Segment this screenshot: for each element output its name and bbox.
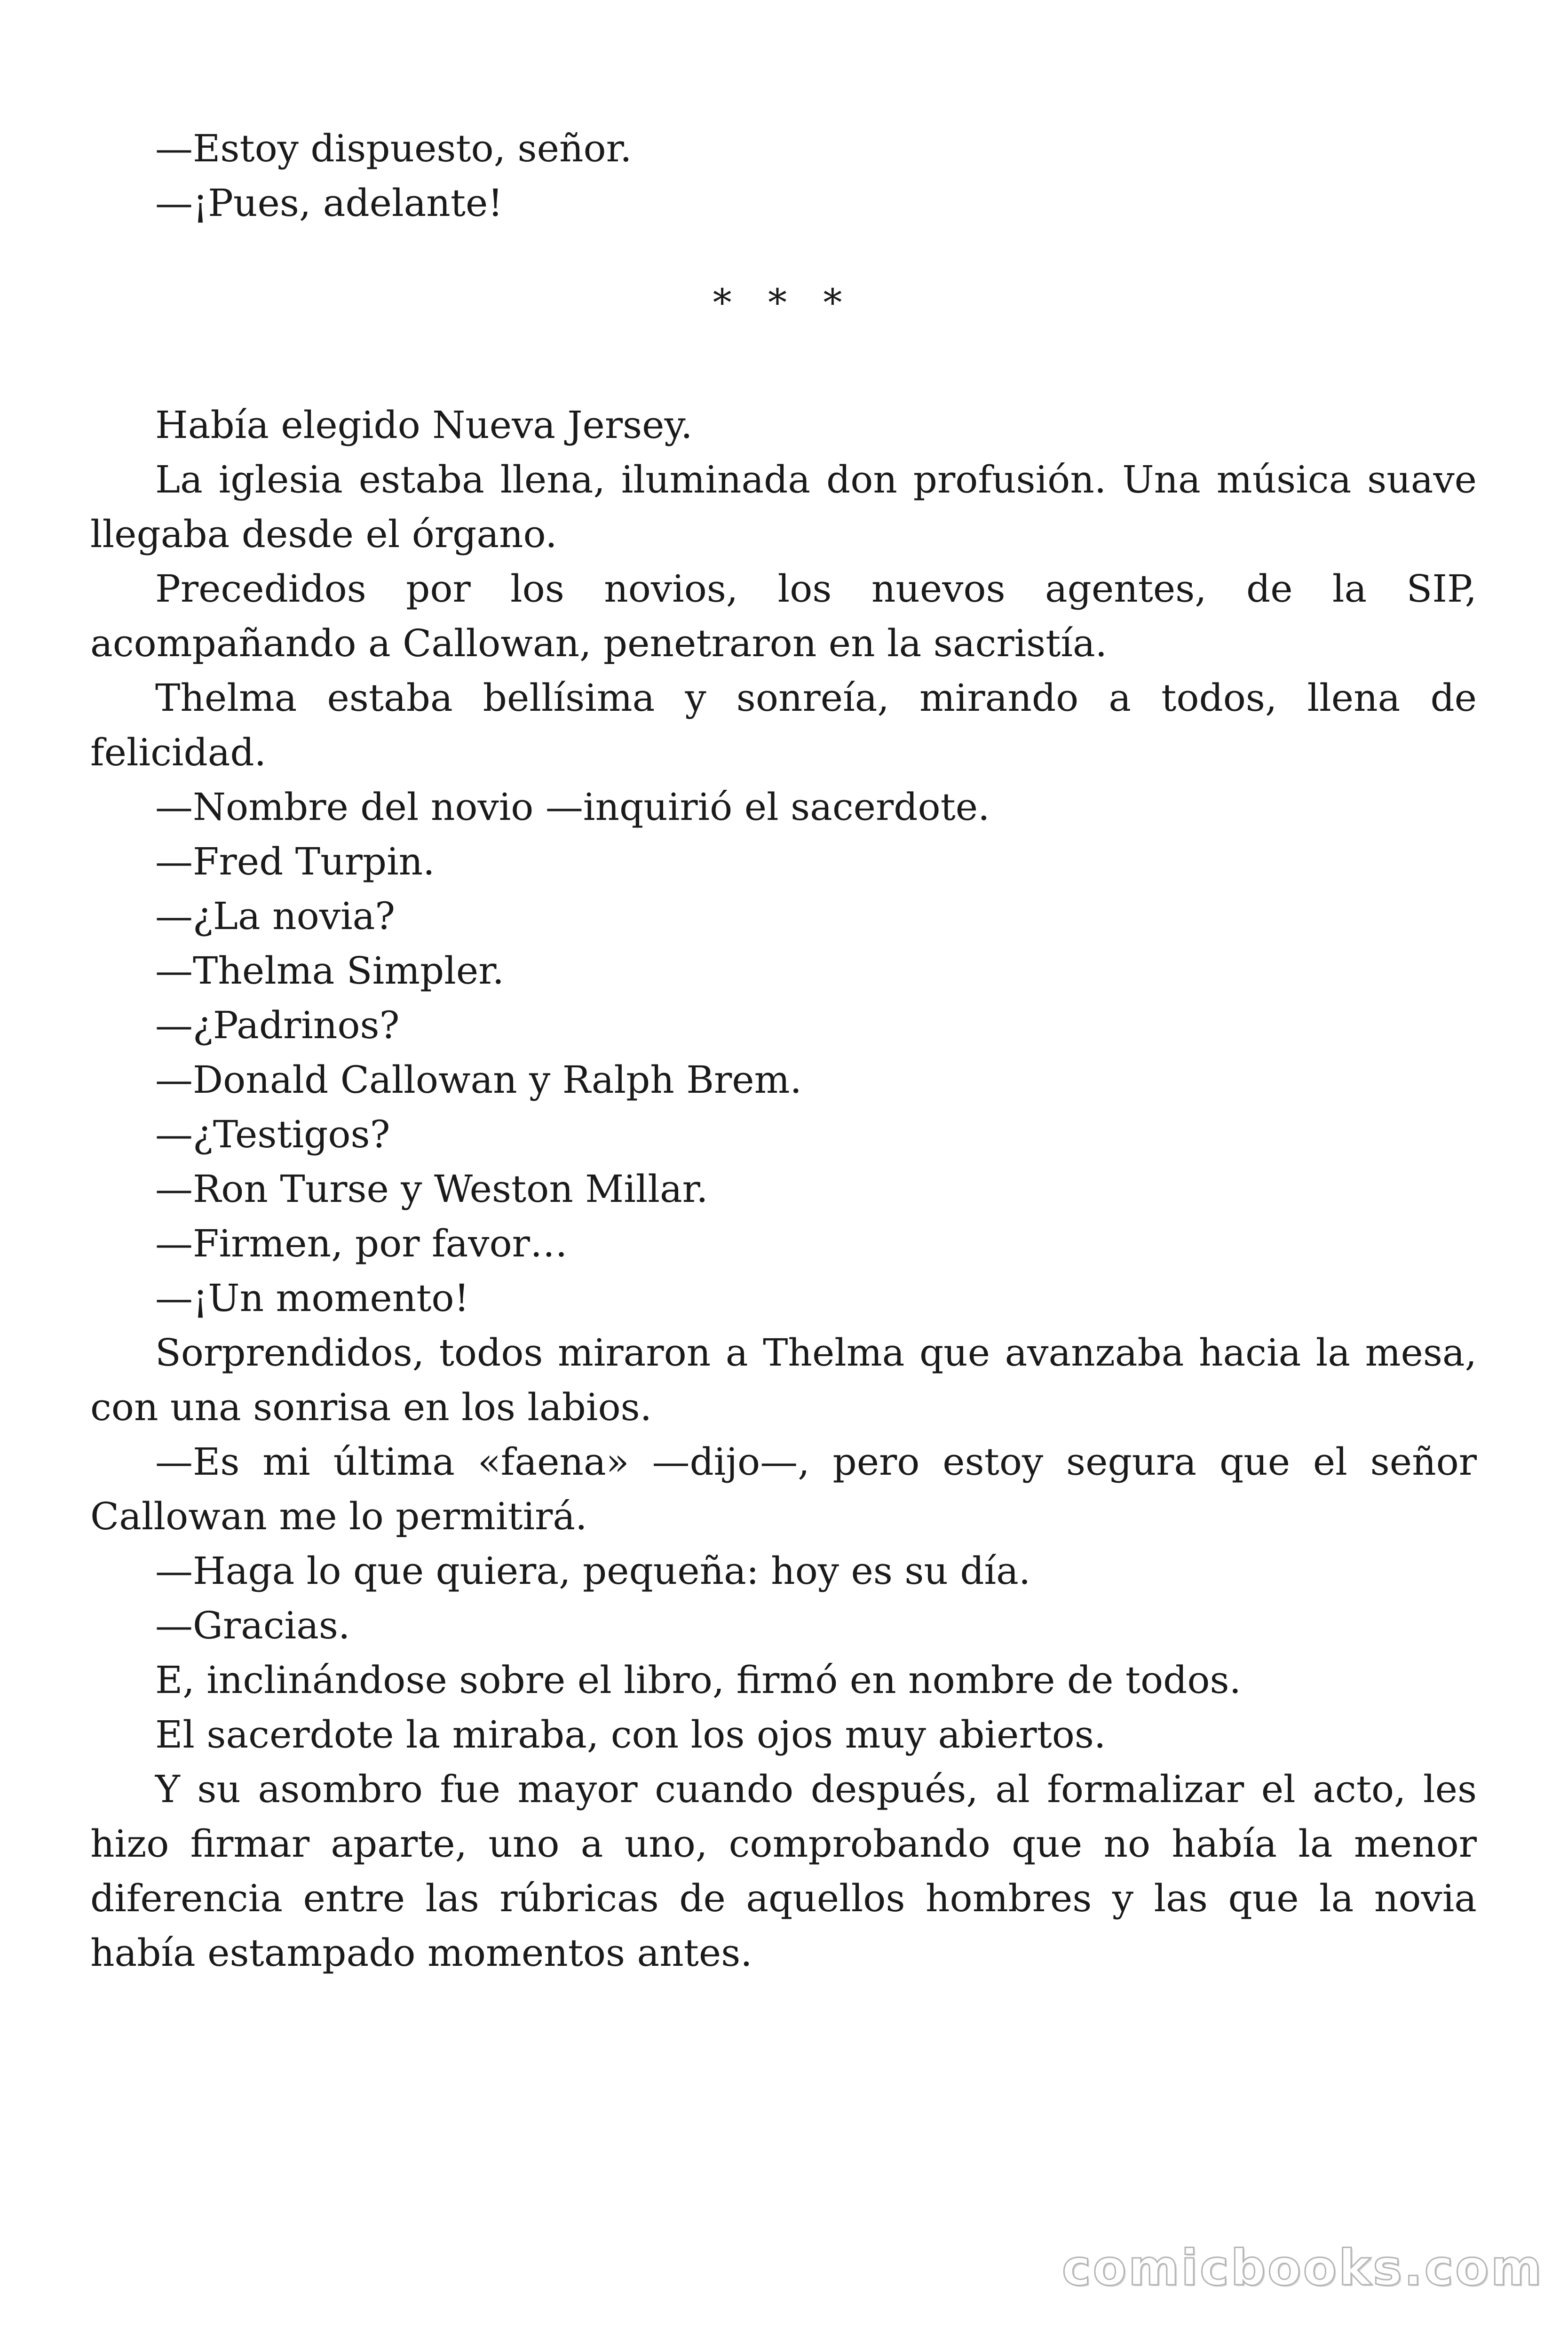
paragraph: —Gracias. <box>155 1604 350 1647</box>
paragraph: Precedidos por los novios, los nuevos agentes, de la SIP, acompañando a Callowan, penetraron en la sacristía. <box>90 567 1477 665</box>
paragraph: Sorprendidos, todos miraron a Thelma que avanzaba hacia la mesa, con una sonrisa en los labios. <box>90 1331 1477 1429</box>
paragraph: —Fred Turpin. <box>155 840 435 883</box>
paragraph: —Es mi última «faena» —dijo—, pero estoy segura que el señor Callowan me lo permitirá. <box>90 1440 1477 1538</box>
paragraph: —Donald Callowan y Ralph Brem. <box>155 1058 802 1102</box>
paragraph: —Ron Turse y Weston Millar. <box>155 1167 708 1211</box>
page-text <box>90 121 1477 1980</box>
paragraph: —Estoy dispuesto, señor. <box>155 127 632 170</box>
paragraph: La iglesia estaba llena, iluminada don profusión. Una música suave llegaba desde el órgano. <box>90 458 1477 556</box>
paragraph: —¡Un momento! <box>155 1276 469 1320</box>
paragraph: Y su asombro fue mayor cuando después, al formalizar el acto, les hizo firmar aparte, uno a uno, comprobando que no había la menor diferencia entre las rúbricas de aquellos hombres y las que la novia había estampado momentos antes. <box>90 1767 1477 1975</box>
watermark-logo: comicbooks.com <box>1061 2239 1544 2296</box>
paragraph: E, inclinándose sobre el libro, firmó en nombre de todos. <box>155 1658 1242 1702</box>
paragraph: —¿Testigos? <box>155 1112 390 1156</box>
paragraph: —¡Pues, adelante! <box>155 181 503 225</box>
paragraph: Había elegido Nueva Jersey. <box>155 403 693 447</box>
paragraph: —Firmen, por favor… <box>155 1222 568 1265</box>
paragraph: Thelma estaba bellísima y sonreía, mirando a todos, llena de felicidad. <box>90 676 1477 774</box>
paragraph: —¿La novia? <box>155 894 396 938</box>
paragraph: El sacerdote la miraba, con los ojos muy abiertos. <box>155 1713 1106 1756</box>
paragraph: —Thelma Simpler. <box>155 949 505 993</box>
paragraph: —Nombre del novio —inquirió el sacerdote. <box>155 785 990 829</box>
paragraph: —¿Padrinos? <box>155 1003 400 1047</box>
paragraph: —Haga lo que quiera, pequeña: hoy es su día. <box>155 1549 1031 1593</box>
scene-separator: * * * <box>713 281 855 325</box>
